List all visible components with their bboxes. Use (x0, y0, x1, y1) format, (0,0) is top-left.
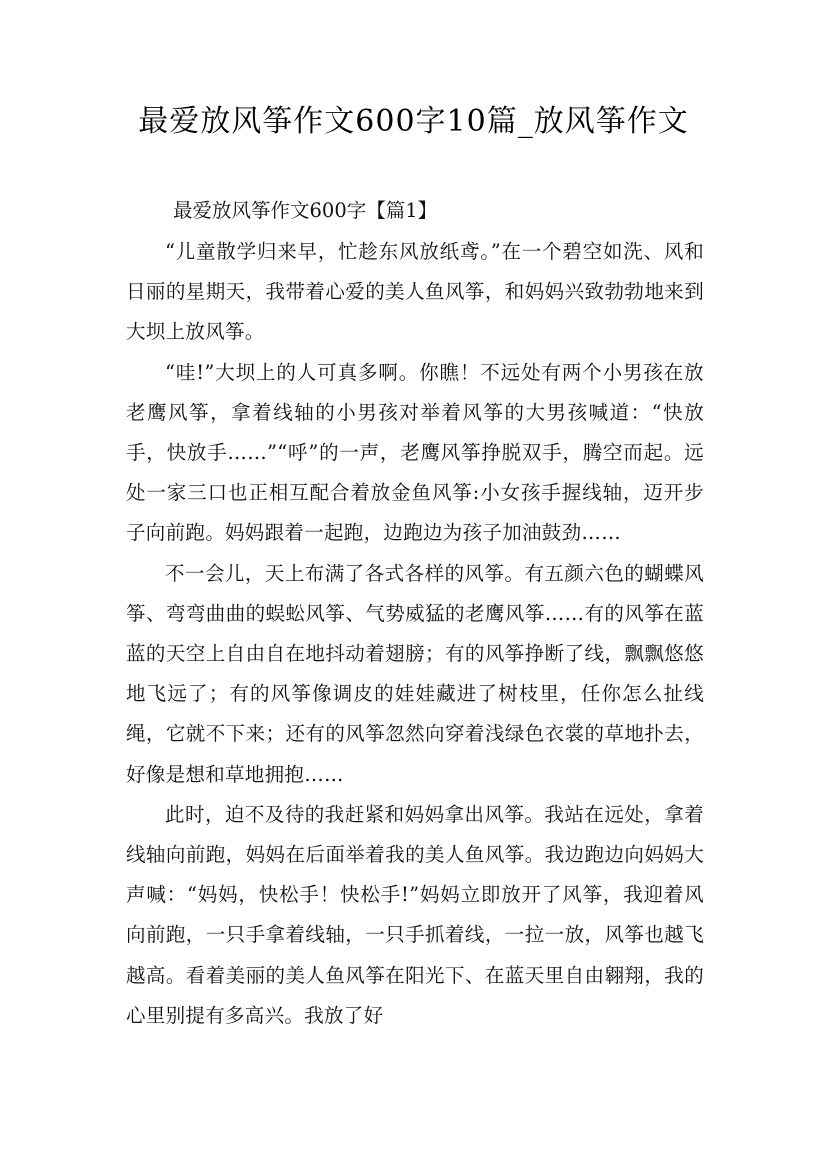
section-heading: 最爱放风筝作文600字【篇1】 (173, 199, 438, 222)
document-title: 最爱放风筝作文600字10篇_放风筝作文 (138, 104, 689, 139)
paragraph: “哇!”大坝上的人可真多啊。你瞧！不远处有两个小男孩在放老鹰风筝，拿着线轴的小男孩对举着风筝的大男孩喊道：“快放手，快放手……”“呼”的一声，老鹰风筝挣脱双手，腾空而起。远处一家三口也正相互配合着放金鱼风筝:小女孩手握线轴，迈开步子向前跑。妈妈跟着一起跑，边跑边为孩子加油鼓劲…… (126, 360, 704, 545)
paragraph: “儿童散学归来早，忙趁东风放纸鸢。”在一个碧空如洗、风和日丽的星期天，我带着心爱的美人鱼风筝，和妈妈兴致勃勃地来到大坝上放风筝。 (126, 240, 704, 344)
paragraph: 不一会儿，天上布满了各式各样的风筝。有五颜六色的蝴蝶风筝、弯弯曲曲的蜈蚣风筝、气势威猛的老鹰风筝……有的风筝在蓝蓝的天空上自由自在地抖动着翅膀；有的风筝挣断了线，飘飘悠悠地飞远了；有的风筝像调皮的娃娃藏进了树枝里，任你怎么扯线绳，它就不下来；还有的风筝忽然向穿着浅绿色衣裳的草地扑去，好像是想和草地拥抱…… (126, 561, 704, 786)
paragraph: 此时，迫不及待的我赶紧和妈妈拿出风筝。我站在远处，拿着线轴向前跑，妈妈在后面举着我的美人鱼风筝。我边跑边向妈妈大声喊：“妈妈，快松手！快松手!”妈妈立即放开了风筝，我迎着风向前跑，一只手拿着线轴，一只手抓着线，一拉一放，风筝也越飞越高。看着美丽的美人鱼风筝在阳光下、在蓝天里自由翱翔，我的心里别提有多高兴。我放了好 (126, 802, 704, 1027)
document-body (126, 232, 704, 1036)
